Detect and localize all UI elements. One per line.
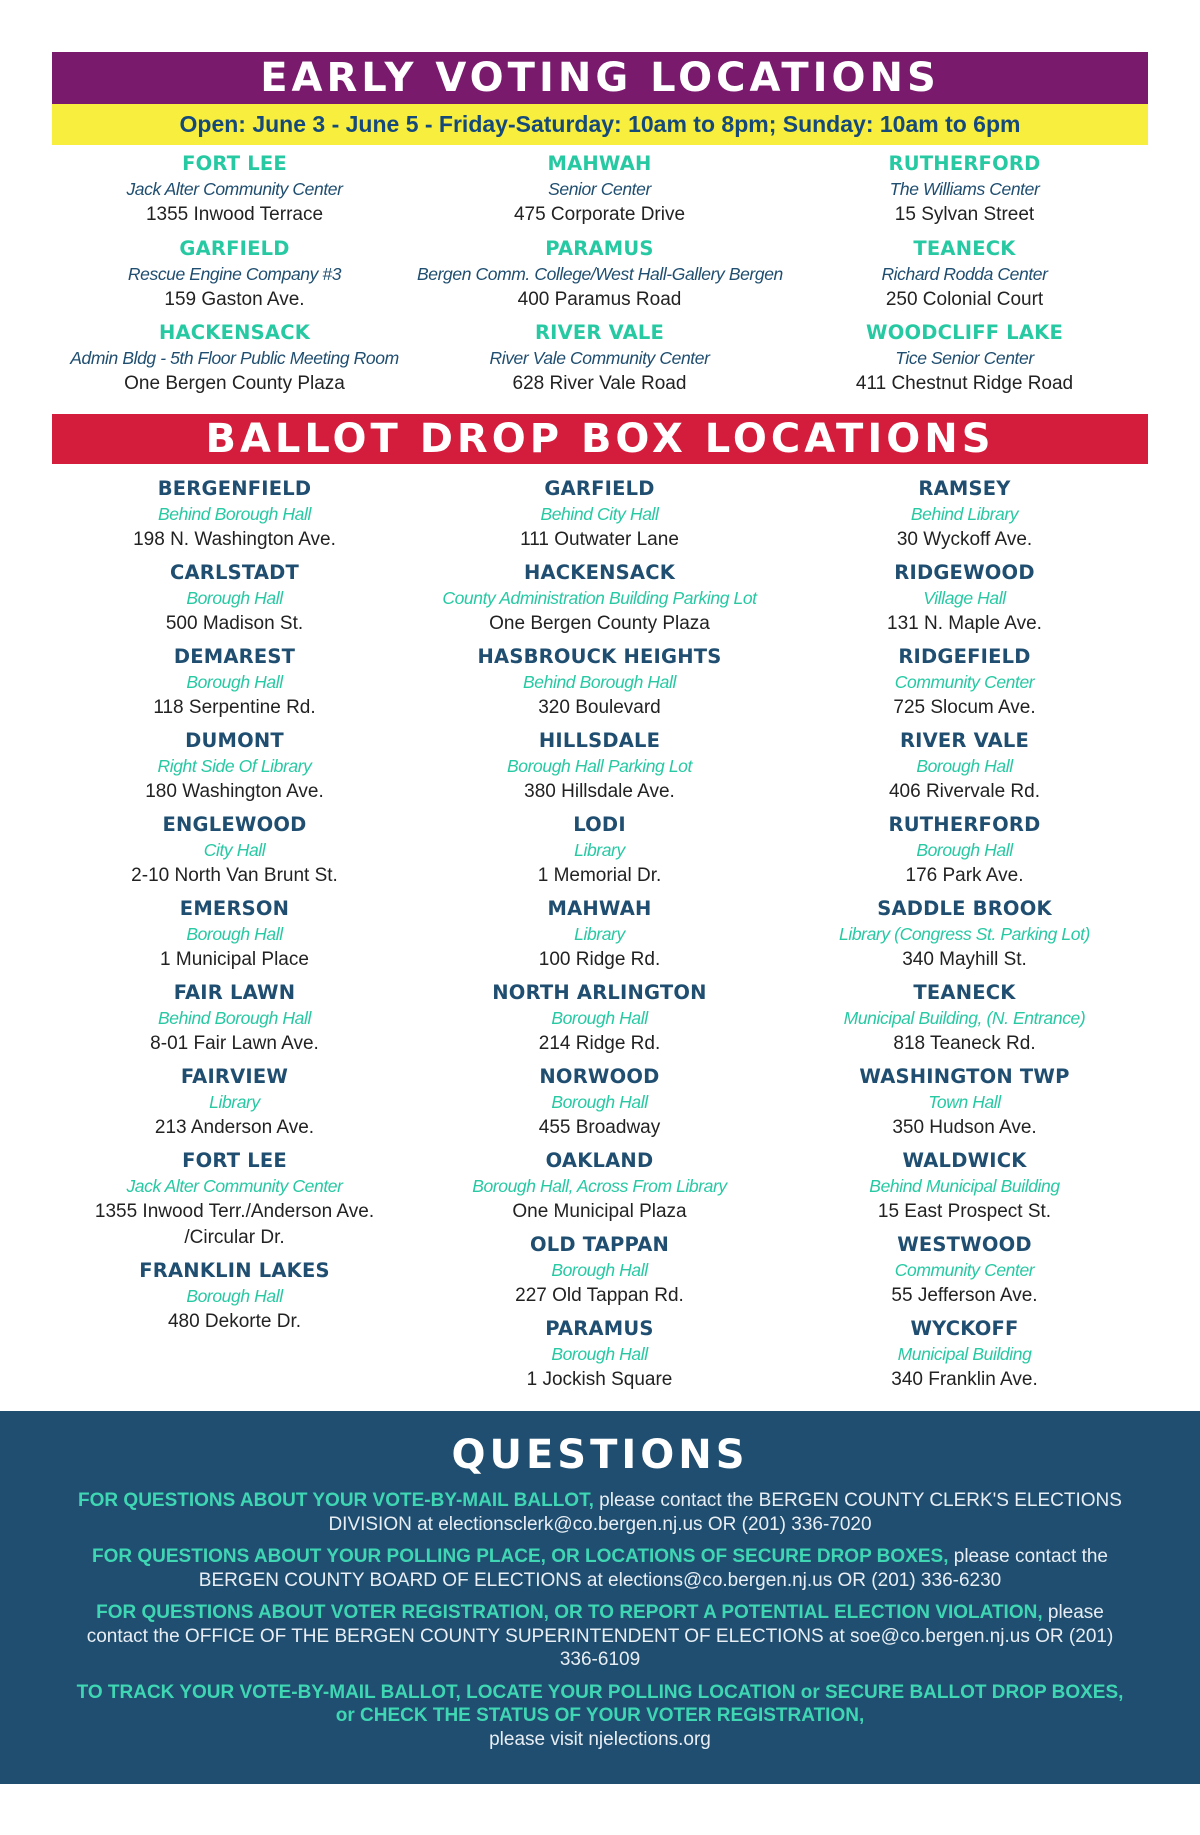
location-city: CARLSTADT: [169, 561, 300, 584]
location-address: 320 Boulevard: [538, 697, 661, 718]
location-city: EMERSON: [179, 897, 290, 920]
location-city: PARAMUS: [545, 1317, 654, 1340]
location-address: 380 Hillsdale Ave.: [524, 781, 675, 802]
drop-box-locations: [52, 476, 1148, 1400]
location-entry: [417, 1064, 782, 1141]
location-city: RIVER VALE: [534, 321, 665, 344]
location-place: Library: [574, 924, 625, 944]
question-item: [70, 1489, 1130, 1536]
early-voting-column: [417, 151, 782, 405]
location-city: FAIRVIEW: [180, 1065, 289, 1088]
location-place: Borough Hall: [186, 588, 283, 608]
questions-heading: QUESTIONS: [451, 1432, 749, 1478]
location-entry: [52, 1258, 417, 1335]
location-place: Borough Hall: [186, 1286, 283, 1306]
question-item: [70, 1681, 1130, 1752]
questions-section: [0, 1411, 1200, 1784]
location-address: 1 Memorial Dr.: [537, 865, 662, 886]
location-city: RIVER VALE: [899, 729, 1030, 752]
early-voting-hours: Open: June 3 - June 5 - Friday-Saturday: 10am to 8pm; Sunday: 10am to 6pm: [52, 104, 1148, 145]
location-entry: [782, 1148, 1147, 1225]
question-item: [70, 1545, 1130, 1592]
early-voting-column: [782, 151, 1147, 405]
location-place: Borough Hall: [551, 1260, 648, 1280]
location-address: 340 Mayhill St.: [902, 949, 1027, 970]
location-place: Behind Borough Hall: [158, 1008, 311, 1028]
location-city: DUMONT: [185, 729, 284, 752]
location-entry: [417, 980, 782, 1057]
location-address: 2-10 North Van Brunt St.: [131, 865, 338, 886]
location-entry: [417, 1148, 782, 1225]
location-address: 411 Chestnut Ridge Road: [855, 373, 1074, 394]
location-entry: [782, 728, 1147, 805]
location-entry: [782, 320, 1147, 405]
location-place: Borough Hall: [916, 756, 1013, 776]
location-place: Community Center: [894, 672, 1035, 692]
location-entry: [52, 980, 417, 1057]
location-city: WESTWOOD: [897, 1233, 1032, 1256]
location-city: WALDWICK: [902, 1149, 1027, 1172]
location-city: RIDGEWOOD: [894, 561, 1035, 584]
location-entry: [782, 644, 1147, 721]
location-address: 176 Park Ave.: [905, 865, 1024, 886]
location-address: 818 Teaneck Rd.: [893, 1033, 1036, 1054]
location-address: 118 Serpentine Rd.: [153, 697, 316, 718]
drop-box-column: [782, 476, 1147, 1400]
location-entry: [417, 896, 782, 973]
location-city: HACKENSACK: [158, 321, 311, 344]
location-address: 15 Sylvan Street: [894, 204, 1035, 225]
location-entry: [417, 560, 782, 637]
question-text: please contact the BERGEN COUNTY BOARD OF ELECTIONS at elections@co.bergen.nj.us OR (201) 336-6230: [198, 1546, 1108, 1591]
location-address: 1355 Inwood Terrace: [145, 204, 324, 225]
location-address: 131 N. Maple Ave.: [887, 613, 1042, 634]
location-city: ENGLEWOOD: [162, 813, 307, 836]
location-address: 213 Anderson Ave.: [154, 1117, 315, 1138]
location-place: Behind Library: [910, 504, 1019, 524]
location-place: Library (Congress St. Parking Lot): [839, 924, 1090, 944]
location-address: 400 Paramus Road: [517, 288, 682, 310]
location-place: Tice Senior Center: [895, 348, 1034, 368]
location-place: Senior Center: [548, 179, 651, 199]
location-entry: [52, 896, 417, 973]
question-highlight: FOR QUESTIONS ABOUT YOUR POLLING PLACE, OR LOCATIONS OF SECURE DROP BOXES,: [92, 1546, 949, 1567]
location-address: 455 Broadway: [538, 1117, 661, 1138]
location-address: 1355 Inwood Terr./Anderson Ave.: [94, 1201, 375, 1222]
location-entry: [782, 812, 1147, 889]
location-address: 1 Municipal Place: [160, 949, 309, 970]
question-text: please contact the BERGEN COUNTY CLERK'S ELECTIONS DIVISION at electionsclerk@co.bergen.nj.us OR (201) 336-7020: [328, 1490, 1122, 1535]
location-place: Bergen Comm. College/West Hall-Gallery Bergen: [417, 263, 783, 284]
question-item: [70, 1601, 1130, 1672]
location-address: 180 Washington Ave.: [145, 781, 324, 802]
location-place: Municipal Building: [897, 1344, 1032, 1364]
location-entry: [52, 644, 417, 721]
location-city: HACKENSACK: [523, 561, 676, 584]
location-place: Right Side Of Library: [157, 756, 312, 776]
location-place: Borough Hall: [551, 1092, 648, 1112]
location-city: WOODCLIFF LAKE: [865, 321, 1064, 344]
location-entry: [782, 896, 1147, 973]
location-city: BERGENFIELD: [157, 477, 312, 500]
location-entry: [52, 476, 417, 553]
location-place: River Vale Community Center: [489, 348, 710, 368]
location-place: Admin Bldg - 5th Floor Public Meeting Room: [70, 348, 399, 368]
drop-box-column: [417, 476, 782, 1400]
location-place: Library: [574, 840, 625, 860]
location-address: One Bergen County Plaza: [124, 373, 345, 394]
location-place: Behind City Hall: [540, 504, 659, 524]
location-entry: [52, 728, 417, 805]
location-place: Borough Hall: [186, 672, 283, 692]
location-entry: [782, 151, 1147, 236]
location-place: City Hall: [203, 840, 266, 860]
location-address: 55 Jefferson Ave.: [891, 1285, 1038, 1306]
location-entry: [782, 560, 1147, 637]
location-entry: [417, 151, 782, 236]
location-place: Borough Hall Parking Lot: [507, 756, 692, 776]
location-city: FORT LEE: [182, 1149, 287, 1172]
location-city: RUTHERFORD: [888, 152, 1041, 175]
location-city: TEANECK: [913, 236, 1016, 260]
location-city: DEMAREST: [173, 645, 296, 668]
location-address: 350 Hudson Ave.: [892, 1117, 1037, 1138]
location-address: 8-01 Fair Lawn Ave.: [150, 1033, 319, 1054]
location-entry: [782, 1232, 1147, 1309]
location-entry: [782, 1064, 1147, 1141]
location-entry: [782, 236, 1147, 321]
location-city: GARFIELD: [179, 236, 290, 260]
early-voting-locations: [52, 151, 1148, 405]
location-entry: [417, 1232, 782, 1309]
location-city: GARFIELD: [544, 477, 655, 500]
location-city: LODI: [573, 813, 626, 836]
location-place: Borough Hall: [551, 1008, 648, 1028]
location-entry: [52, 560, 417, 637]
location-address: 1 Jockish Square: [526, 1369, 673, 1390]
location-city: PARAMUS: [545, 236, 654, 260]
location-city: FRANKLIN LAKES: [139, 1259, 330, 1282]
location-place: Borough Hall: [916, 840, 1013, 860]
location-place: The Williams Center: [889, 179, 1040, 199]
location-address: 227 Old Tappan Rd.: [515, 1285, 684, 1306]
location-entry: [417, 236, 782, 321]
location-entry: [782, 980, 1147, 1057]
location-city: MAHWAH: [547, 897, 652, 920]
location-city: RAMSEY: [918, 477, 1011, 500]
question-highlight: FOR QUESTIONS ABOUT VOTER REGISTRATION, OR TO REPORT A POTENTIAL ELECTION VIOLATION,: [96, 1602, 1043, 1623]
location-entry: [52, 236, 417, 321]
location-address: 406 Rivervale Rd.: [888, 781, 1041, 802]
location-place: Jack Alter Community Center: [126, 1176, 343, 1196]
location-address: 340 Franklin Ave.: [891, 1369, 1038, 1390]
drop-box-heading: BALLOT DROP BOX LOCATIONS: [52, 414, 1148, 464]
location-entry: [52, 151, 417, 236]
question-highlight: TO TRACK YOUR VOTE-BY-MAIL BALLOT, LOCATE YOUR POLLING LOCATION or SECURE BALLOT DROP BOXES, or CHECK THE STATUS OF YOUR VOTER REGISTRATION,: [76, 1681, 1124, 1726]
location-city: MAHWAH: [547, 152, 652, 175]
location-place: Community Center: [894, 1260, 1035, 1280]
location-address: One Municipal Plaza: [512, 1201, 687, 1222]
location-entry: [417, 644, 782, 721]
location-entry: [417, 812, 782, 889]
location-place: Borough Hall: [186, 924, 283, 944]
location-city: WYCKOFF: [910, 1317, 1019, 1340]
location-entry: [52, 812, 417, 889]
question-text: please visit njelections.org: [489, 1728, 711, 1750]
location-entry: [52, 1064, 417, 1141]
location-address: 111 Outwater Lane: [520, 529, 679, 550]
location-city: WASHINGTON TWP: [859, 1065, 1070, 1088]
location-city: RUTHERFORD: [888, 813, 1041, 836]
location-city: SADDLE BROOK: [877, 897, 1052, 920]
location-place: Rescue Engine Company #3: [127, 263, 342, 284]
location-place: County Administration Building Parking Lot: [442, 588, 757, 608]
location-address: /Circular Dr.: [184, 1227, 285, 1248]
location-entry: [417, 320, 782, 405]
location-city: OAKLAND: [545, 1149, 654, 1172]
location-address: 475 Corporate Drive: [513, 204, 686, 225]
location-place: Borough Hall: [551, 1344, 648, 1364]
location-address: 628 River Vale Road: [512, 373, 687, 394]
location-address: 214 Ridge Rd.: [538, 1033, 661, 1054]
location-place: Behind Municipal Building: [869, 1176, 1060, 1196]
location-place: Richard Rodda Center: [881, 263, 1048, 284]
location-place: Borough Hall, Across From Library: [472, 1176, 727, 1196]
location-entry: [782, 476, 1147, 553]
location-city: RIDGEFIELD: [898, 645, 1031, 668]
location-address: 30 Wyckoff Ave.: [896, 529, 1033, 550]
location-city: NORTH ARLINGTON: [492, 981, 707, 1004]
location-address: 198 N. Washington Ave.: [133, 529, 336, 550]
location-address: One Bergen County Plaza: [489, 613, 710, 634]
early-voting-column: [52, 151, 417, 405]
location-address: 250 Colonial Court: [885, 288, 1044, 310]
location-entry: [52, 320, 417, 405]
location-address: 15 East Prospect St.: [877, 1201, 1052, 1222]
location-place: Jack Alter Community Center: [126, 179, 343, 199]
early-voting-heading: EARLY VOTING LOCATIONS: [52, 52, 1148, 104]
location-city: FORT LEE: [182, 152, 287, 175]
location-entry: [52, 1148, 417, 1251]
location-city: NORWOOD: [539, 1065, 660, 1088]
location-place: Town Hall: [928, 1092, 1001, 1112]
location-entry: [417, 728, 782, 805]
location-city: TEANECK: [913, 981, 1016, 1004]
location-address: 500 Madison St.: [165, 613, 304, 634]
location-place: Behind Borough Hall: [523, 672, 676, 692]
location-address: 159 Gaston Ave.: [164, 288, 305, 310]
drop-box-column: [52, 476, 417, 1400]
location-entry: [417, 1316, 782, 1393]
location-address: 725 Slocum Ave.: [893, 697, 1036, 718]
location-address: 100 Ridge Rd.: [538, 949, 661, 970]
location-entry: [782, 1316, 1147, 1393]
location-entry: [417, 476, 782, 553]
location-city: HASBROUCK HEIGHTS: [477, 645, 722, 668]
location-place: Library: [209, 1092, 260, 1112]
location-city: HILLSDALE: [538, 729, 661, 752]
location-address: 480 Dekorte Dr.: [167, 1311, 302, 1332]
location-place: Municipal Building, (N. Entrance): [843, 1008, 1086, 1028]
location-place: Behind Borough Hall: [158, 504, 311, 524]
location-city: FAIR LAWN: [173, 981, 296, 1004]
location-place: Village Hall: [923, 588, 1006, 608]
location-city: OLD TAPPAN: [529, 1233, 670, 1256]
question-text: please contact the OFFICE OF THE BERGEN COUNTY SUPERINTENDENT OF ELECTIONS at soe@co.bergen.nj.us OR (201) 336-6109: [86, 1602, 1114, 1670]
question-highlight: FOR QUESTIONS ABOUT YOUR VOTE-BY-MAIL BALLOT,: [78, 1490, 594, 1511]
